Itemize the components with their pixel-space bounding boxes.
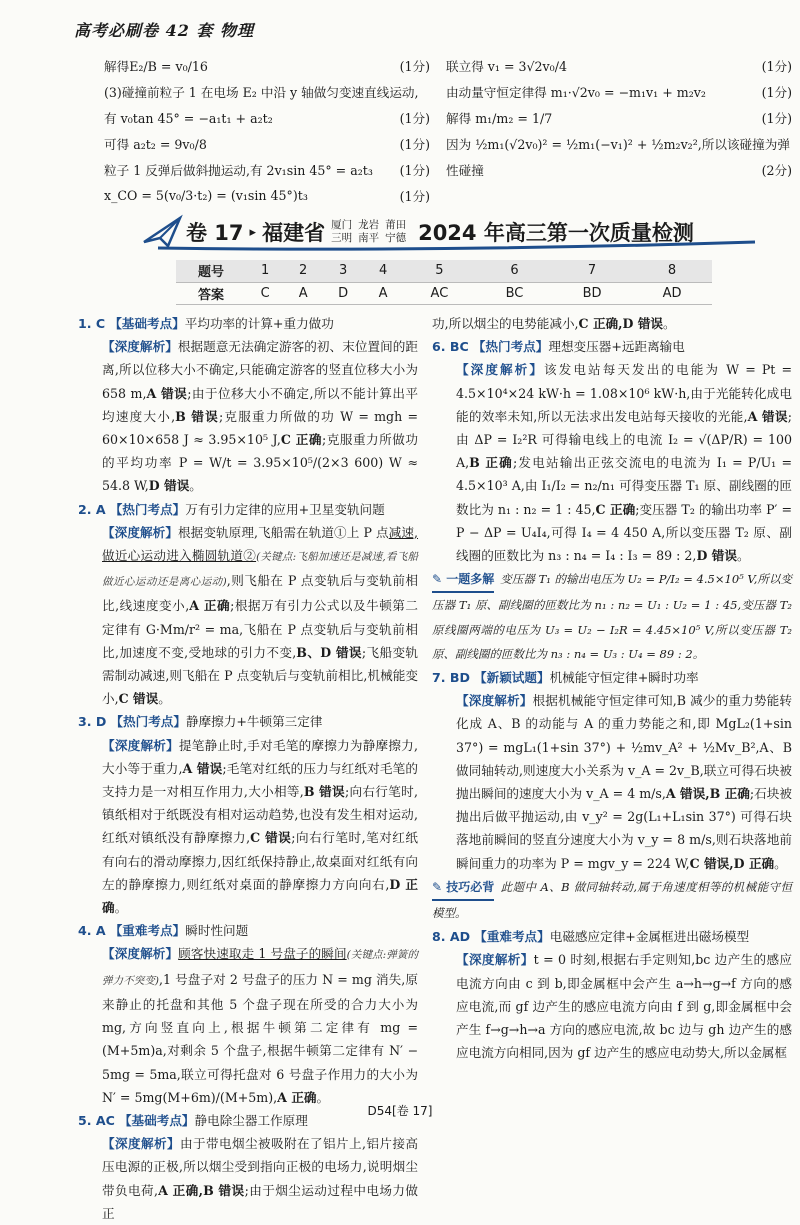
answer-cell: A xyxy=(284,282,322,304)
province-label: 福建省 xyxy=(262,221,326,245)
city: 莆田 xyxy=(385,219,407,231)
inline-text: C 正确 xyxy=(595,501,636,517)
city: 南平 xyxy=(358,232,380,244)
answer-paragraph: 【深度解析】提笔静止时,手对毛笔的摩擦力为静摩擦力,大小等于重力,A 错误;毛笔对红纸的压力与红纸对毛笔的支持力是一对相互作用力,大小相等,B 错误;向右行笔时,镇纸相对于纸既没有相对运动趋势,也没有发生相对运动,红纸对镇纸没有静摩擦力,C 错误;向右行笔时,笔对红纸有向右的滑动摩擦力,因红纸保持静止,故桌面对红纸有向左的静摩擦力,则红纸对桌面的静摩擦力方向向右,D 正确。 xyxy=(102,737,419,916)
question-number: 6 xyxy=(477,260,552,282)
question-number: 8 xyxy=(632,260,712,282)
row-header: 答案 xyxy=(176,282,246,304)
answer-cell: D xyxy=(322,282,364,304)
tag-text: 【热门考点】 xyxy=(110,714,186,730)
inline-text: A 正确 xyxy=(277,1089,317,1105)
answer-cell: BD xyxy=(552,282,632,304)
qn-text: 5. AC xyxy=(78,1112,115,1128)
solution-line xyxy=(104,52,430,78)
tag-text: 【深度解析】 xyxy=(456,952,534,968)
inline-text: B 正确 xyxy=(469,455,513,471)
note-text: (关键点:飞船加速还是减速,看飞船做近心运动还是离心运动) xyxy=(102,551,418,589)
score-points: (1分) xyxy=(399,110,430,126)
question-number: 4 xyxy=(364,260,402,282)
answer-cell: AD xyxy=(632,282,712,304)
answer-paragraph: 8. AD 【重难考点】电磁感应定律+金属框进出磁场模型 xyxy=(432,929,750,945)
inline-text: B 错误 xyxy=(175,408,219,424)
answer-paragraph: 3. D 【热门考点】静摩擦力+牛顿第三定律 xyxy=(78,714,323,730)
tag-text: 【热门考点】 xyxy=(109,501,186,517)
score-points: (1分) xyxy=(399,136,430,152)
answer-paragraph: 【深度解析】该发电站每天发出的电能为 W = Pt = 4.5×10⁴×24 kW·h = 1.08×10⁶ kW·h,由于光能转化成电能的效率未知,所以无法求出发电站每天接收的光能,A 错误;由 ΔP = I₂²R 可得输电线上的电流 I₂ = √(ΔP/R) = 100 A,B 正确;发电站输出正弦交流电的电流为 I₁ = P/U₁ = 4.5×10³ A,由 I₁/I₂ = n₂/n₁ 可得变压器 T₁ 原、副线圈的匝数比为 n₁ : n₂ = 1 : 45,C 正确;变压器 T₂ 的输出功率 P′ = P − ΔP = U₄I₄,可得 I₄ = 4 450 A,所以变压器 T₂ 原、副线圈的匝数比为 n₃ : n₄ = I₄ : I₃ = 89 : 2,D 错误。 xyxy=(456,362,793,564)
solution-line xyxy=(104,130,430,156)
solution-text: 粒子 1 反弹后做斜抛运动,有 2v₁sin 45° = a₂t₃ xyxy=(104,162,373,178)
tip-text: 变压器 T₁ 的输出电压为 U₂ = P/I₂ = 4.5×10⁵ V,所以变压器 T₁ 原、副线圈的匝数比为 n₁ : n₂ = U₁ : U₂ = 1 : 45,变压器 T₂ 原线圈两端的电压为 U₃ = U₂ − I₂R = 4.45×10⁵ V,所以变压器 T₂ 原、副线圈的匝数比为 n₃ : n₄ = U₃ : U₄ = 89 : 2。 xyxy=(432,572,792,661)
inline-text: A 错误 xyxy=(182,760,223,776)
inline-text: A 错误,B 正确 xyxy=(665,786,750,802)
city: 厦门 xyxy=(331,219,353,231)
solution-text: 解得E₂/B = v₀/16 xyxy=(104,58,208,74)
u-text: 顾客快速取走 1 号盘子的瞬间 xyxy=(178,946,347,962)
inline-text: C 正确,D 错误 xyxy=(578,316,664,331)
inline-text: C 错误 xyxy=(118,691,159,707)
volume-label: 卷 17 xyxy=(186,221,244,245)
inline-text: A 正确 xyxy=(189,598,231,614)
badge-text: ✎ 技巧必背 xyxy=(432,876,494,901)
answer-paragraph xyxy=(432,567,792,666)
answer-paragraph: 【深度解析】顾客快速取走 1 号盘子的瞬间(关键点:弹簧的弹力不突变),1 号盘子对 2 号盘子的压力 N = mg 消失,原来静止的托盘和其他 5 个盘子现在所受的合力大小为 mg,方向竖直向上,根据牛顿第二定律有 mg = (M+5m)a,对剩余 5 个盘子,根据牛顿第二定律有 N′ − 5mg = 5ma,联立可得托盘对 6 号盘子作用力的大小为 N′ = 5mg(M+6m)/(M+5m),A 正确。 xyxy=(102,946,418,1105)
answer-paragraph: 5. AC 【基础考点】静电除尘器工作原理 xyxy=(78,1112,308,1128)
page-footer: D54[卷 17] xyxy=(367,1104,433,1118)
tag-text: 【重难考点】 xyxy=(109,923,186,939)
solution-text: (3)碰撞前粒子 1 在电场 E₂ 中沿 y 轴做匀变速直线运动, xyxy=(104,84,419,100)
tag-text: 【深度解析】 xyxy=(102,339,178,355)
answer-cell: C xyxy=(246,282,284,304)
solution-line xyxy=(104,156,430,182)
city-list xyxy=(331,219,406,245)
question-number-row xyxy=(176,260,712,282)
inline-text: D 正确 xyxy=(102,876,418,916)
inline-text: A 错误 xyxy=(747,408,788,424)
solution-text: 由动量守恒定律得 m₁·√2v₀ = −m₁v₁ + m₂v₂ xyxy=(446,84,706,100)
question-number: 7 xyxy=(552,260,632,282)
qn-text: 3. D xyxy=(78,714,107,730)
badge-text: ✎ 一题多解 xyxy=(432,568,494,593)
score-points: (1分) xyxy=(761,110,792,126)
score-points: (1分) xyxy=(761,84,792,100)
qn-text: 7. BD xyxy=(432,670,470,686)
answer-paragraph: 6. BC 【热门考点】理想变压器+远距离输电 xyxy=(432,339,685,355)
inline-text: C 错误,D 正确 xyxy=(689,855,775,871)
answer-paragraph: 【深度解析】t = 0 时刻,根据右手定则知,bc 边产生的感应电流方向由 c 到 b,即金属框中会产生 a→h→g→f 方向的感应电流,而 gf 边产生的感应电流方向由 f 到 g,即金属框中会产生 f→g→h→a 方向的感应电流,故 bc 边与 gh 边产生的感应电流方向相同,因为 gf 边产生的感应电动势大,所以金属框 xyxy=(456,952,792,1061)
tag-text: 【深度解析】 xyxy=(102,1136,180,1152)
question-number: 5 xyxy=(402,260,477,282)
row-header: 题号 xyxy=(176,260,246,282)
solution-text: 因为 ½m₁(√2v₀)² = ½m₁(−v₁)² + ½m₂v₂²,所以该碰撞为弹 xyxy=(446,136,790,152)
question-number: 2 xyxy=(284,260,322,282)
inline-text: C 错误 xyxy=(250,830,292,846)
tag-text: 【深度解析】 xyxy=(456,693,533,709)
solution-text: 性碰撞 xyxy=(446,162,484,178)
city: 三明 xyxy=(331,232,353,244)
note-text: (关键点:弹簧的弹力不突变) xyxy=(102,949,418,987)
answer-cell: BC xyxy=(477,282,552,304)
city: 龙岩 xyxy=(358,219,380,231)
answer-paragraph: 7. BD 【新颖试题】机械能守恒定律+瞬时功率 xyxy=(432,670,699,686)
inline-text: B、D 错误 xyxy=(296,644,362,660)
exam-title: 2024 年高三第一次质量检测 xyxy=(418,221,694,245)
answer-paragraph: 【深度解析】根据机械能守恒定律可知,B 减少的重力势能转化成 A、B 的动能与 A 的重力势能之和,即 MgL₂(1+sin 37°) = mgL₁(1+sin 37°) + ½mv_A² + ½Mv_B²,A、B 做同轴转动,则速度大小关系为 v_A = 2v_B,联立可得石块被抛出瞬间的速度大小为 v_A = 4 m/s,A 错误,B 正确;石块被抛出后做平抛运动,由 v_y² = 2g(L₁+L₁sin 37°) 可得石块落地前瞬间的竖直分速度大小为 v_y = 8 m/s,则石块落地前瞬间重力的功率为 P = mgv_y = 224 W,C 错误,D 正确。 xyxy=(456,693,792,871)
inline-text: D 错误 xyxy=(148,478,190,494)
answer-paragraph: 【深度解析】由于带电烟尘被吸附在了铝片上,铝片接高压电源的正极,所以烟尘受到指向正极的电场力,说明烟尘带负电荷,A 正确,B 错误;由于烟尘运动过程中电场力做正 xyxy=(102,1136,418,1221)
score-points: (1分) xyxy=(399,162,430,178)
answer-paragraph: 2. A 【热门考点】万有引力定律的应用+卫星变轨问题 xyxy=(78,501,385,517)
inline-text: C 正确 xyxy=(280,432,322,448)
score-points: (1分) xyxy=(399,58,430,74)
u-text: 减速,做近心运动进入椭圆轨道② xyxy=(102,524,419,564)
tag-text: 【深度解析】 xyxy=(102,946,179,962)
city: 宁德 xyxy=(385,232,407,244)
inline-text: B 错误 xyxy=(303,784,345,800)
qn-text: 2. A xyxy=(78,501,106,517)
tag-text: 【基础考点】 xyxy=(109,316,185,331)
left-column xyxy=(78,312,418,1225)
tag-text: 【热门考点】 xyxy=(472,339,549,355)
top-right-solution xyxy=(446,52,792,182)
solution-line xyxy=(446,78,792,104)
tag-text: 【基础考点】 xyxy=(118,1112,195,1128)
answer-row xyxy=(176,282,712,304)
solution-line xyxy=(104,78,430,104)
tag-text: 【深度解析】 xyxy=(102,737,179,753)
solution-line xyxy=(104,182,430,208)
solution-line xyxy=(446,52,792,78)
qn-text: 4. A xyxy=(78,923,106,939)
solution-text: x_CO = 5(v₀/3·t₂) = (v₁sin 45°)t₃ xyxy=(104,187,308,203)
solution-text: 联立得 v₁ = 3√2v₀/4 xyxy=(446,58,567,74)
tag-text: 【深度解析】 xyxy=(456,362,545,378)
triangle-icon: ▸ xyxy=(249,224,257,240)
solution-text: 可得 a₂t₂ = 9v₀/8 xyxy=(104,136,207,152)
answer-cell: A xyxy=(364,282,402,304)
solution-line xyxy=(446,104,792,130)
qn-text: 6. BC xyxy=(432,339,469,355)
solution-line xyxy=(446,130,792,156)
solution-line xyxy=(446,156,792,182)
inline-text: D 错误 xyxy=(696,548,737,564)
answer-cell: AC xyxy=(402,282,477,304)
inline-text: A 正确,B 错误 xyxy=(158,1182,245,1198)
score-points: (1分) xyxy=(399,188,430,204)
tip-text: 此题中 A、B 做同轴转动,属于角速度相等的机械能守恒模型。 xyxy=(432,879,792,921)
solution-text: 有 v₀tan 45° = −a₁t₁ + a₂t₂ xyxy=(104,110,273,126)
banner-text xyxy=(186,216,694,248)
score-points: (1分) xyxy=(761,58,792,74)
solution-text: 解得 m₁/m₂ = 1/7 xyxy=(446,110,553,126)
solution-line xyxy=(104,104,430,130)
exam-banner xyxy=(140,212,760,252)
answer-paragraph: 1. C 【基础考点】平均功率的计算+重力做功 xyxy=(78,316,334,331)
answer-paragraph: 功,所以烟尘的电势能减小,C 正确,D 错误。 xyxy=(432,316,676,331)
answer-paragraph xyxy=(432,875,792,925)
tag-text: 【新颖试题】 xyxy=(474,670,550,686)
score-points: (2分) xyxy=(761,162,792,178)
tag-text: 【深度解析】 xyxy=(102,524,178,540)
answer-paragraph: 【深度解析】根据题意无法确定游客的初、末位置间的距离,所以位移大小不确定,只能确定游客的竖直位移大小为 658 m,A 错误;由于位移大小不确定,所以不能计算出平均速度大小,B 错误;克服重力所做的功 W = mgh = 60×10×658 J ≈ 3.95×10⁵ J,C 正确;克服重力所做功的平均功率 P = W/t = 3.95×10⁵/(2×3 600) W ≈ 54.8 W,D 错误。 xyxy=(102,339,419,494)
answer-paragraph: 【深度解析】根据变轨原理,飞船需在轨道①上 P 点减速,做近心运动进入椭圆轨道②(关键点:飞船加速还是减速,看飞船做近心运动还是离心运动),则飞船在 P 点变轨后与变轨前相比,线速度变小,A 正确;根据万有引力公式以及牛顿第二定律有 G·Mm/r² = ma,飞船在 P 点变轨后与变轨前相比,加速度不变,受地球的引力不变,B、D 错误;飞船变轨需制动减速,则飞船在 P 点变轨后与变轨前相比,机械能变小,C 错误。 xyxy=(102,524,419,707)
page-header: 高考必刷卷 42 套 物理 xyxy=(74,21,254,40)
tag-text: 【重难考点】 xyxy=(474,929,550,945)
inline-text: A 错误 xyxy=(146,385,188,401)
qn-text: 1. C xyxy=(78,316,106,331)
top-left-solution xyxy=(104,52,430,208)
qn-text: 8. AD xyxy=(432,929,471,945)
question-number: 1 xyxy=(246,260,284,282)
answer-table xyxy=(176,260,712,305)
answer-paragraph: 4. A 【重难考点】瞬时性问题 xyxy=(78,923,249,939)
right-column xyxy=(432,312,792,1065)
question-number: 3 xyxy=(322,260,364,282)
